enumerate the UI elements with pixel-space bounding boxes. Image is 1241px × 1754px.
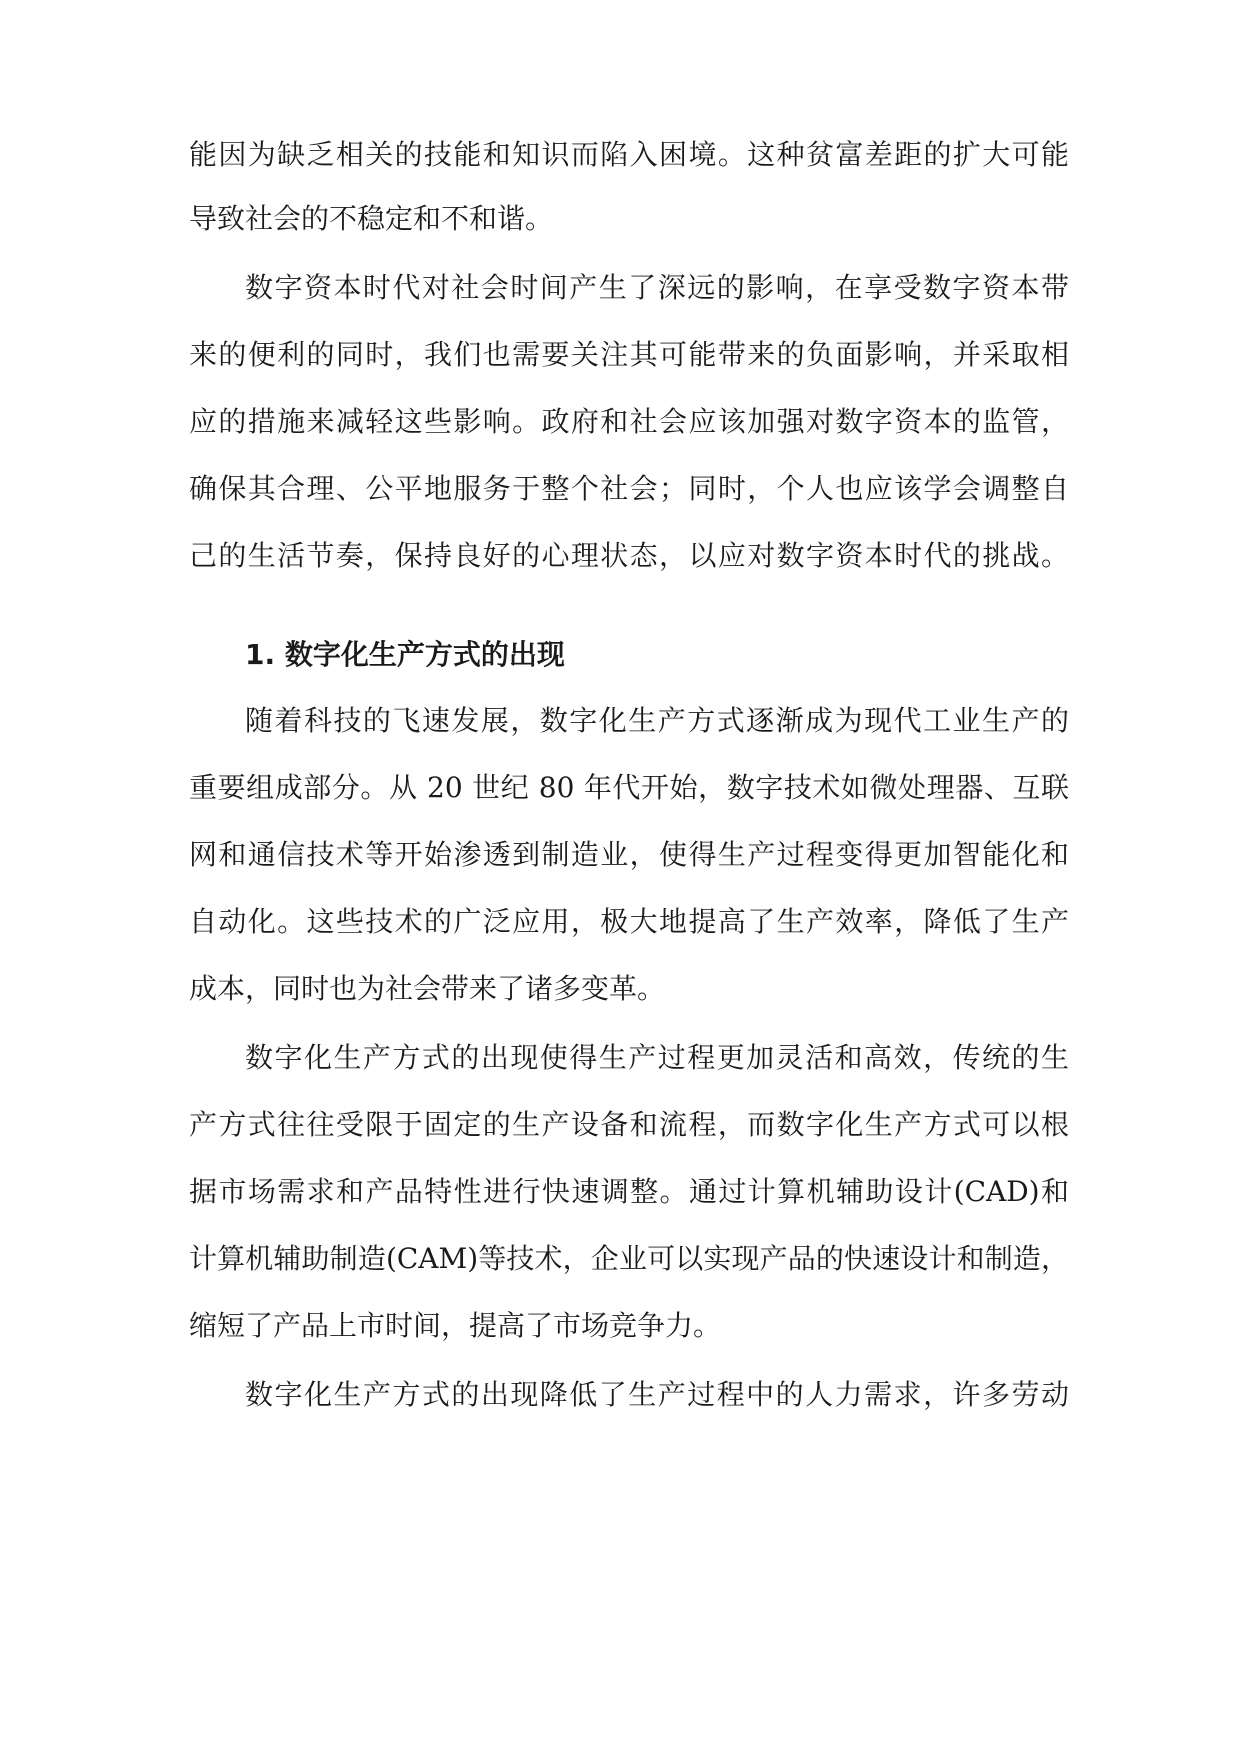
body-text-line: 随着科技的飞速发展，数字化生产方式逐渐成为现代工业生产的 [245,704,1069,737]
body-text-line: 成本，同时也为社会带来了诸多变革。 [189,972,666,1005]
body-text-line: 数字化生产方式的出现降低了生产过程中的人力需求，许多劳动 [245,1378,1069,1411]
body-text-line: 确保其合理、公平地服务于整个社会；同时，个人也应该学会调整自 [189,472,1069,505]
body-text-line: 应的措施来减轻这些影响。政府和社会应该加强对数字资本的监管， [189,405,1069,438]
body-text-line: 能因为缺乏相关的技能和知识而陷入困境。这种贫富差距的扩大可能 [189,138,1069,171]
body-text-line: 产方式往往受限于固定的生产设备和流程，而数字化生产方式可以根 [189,1108,1069,1141]
body-text-line: 数字化生产方式的出现使得生产过程更加灵活和高效，传统的生 [245,1041,1069,1074]
body-text-line: 来的便利的同时，我们也需要关注其可能带来的负面影响，并采取相 [189,338,1069,371]
body-text-line: 导致社会的不稳定和不和谐。 [189,202,554,235]
section-heading: 1. 数字化生产方式的出现 [245,638,565,671]
body-text-line: 数字资本时代对社会时间产生了深远的影响，在享受数字资本带 [245,271,1069,304]
body-text-line: 自动化。这些技术的广泛应用，极大地提高了生产效率，降低了生产 [189,905,1069,938]
body-text-line: 己的生活节奏，保持良好的心理状态，以应对数字资本时代的挑战。 [189,539,1069,572]
body-text-line: 重要组成部分。从 20 世纪 80 年代开始，数字技术如微处理器、互联 [189,771,1069,804]
body-text-line: 网和通信技术等开始渗透到制造业，使得生产过程变得更加智能化和 [189,838,1069,871]
body-text-line: 计算机辅助制造(CAM)等技术，企业可以实现产品的快速设计和制造， [189,1242,1069,1275]
body-text-line: 据市场需求和产品特性进行快速调整。通过计算机辅助设计(CAD)和 [189,1175,1069,1208]
body-text-line: 缩短了产品上市时间，提高了市场竞争力。 [189,1309,722,1342]
